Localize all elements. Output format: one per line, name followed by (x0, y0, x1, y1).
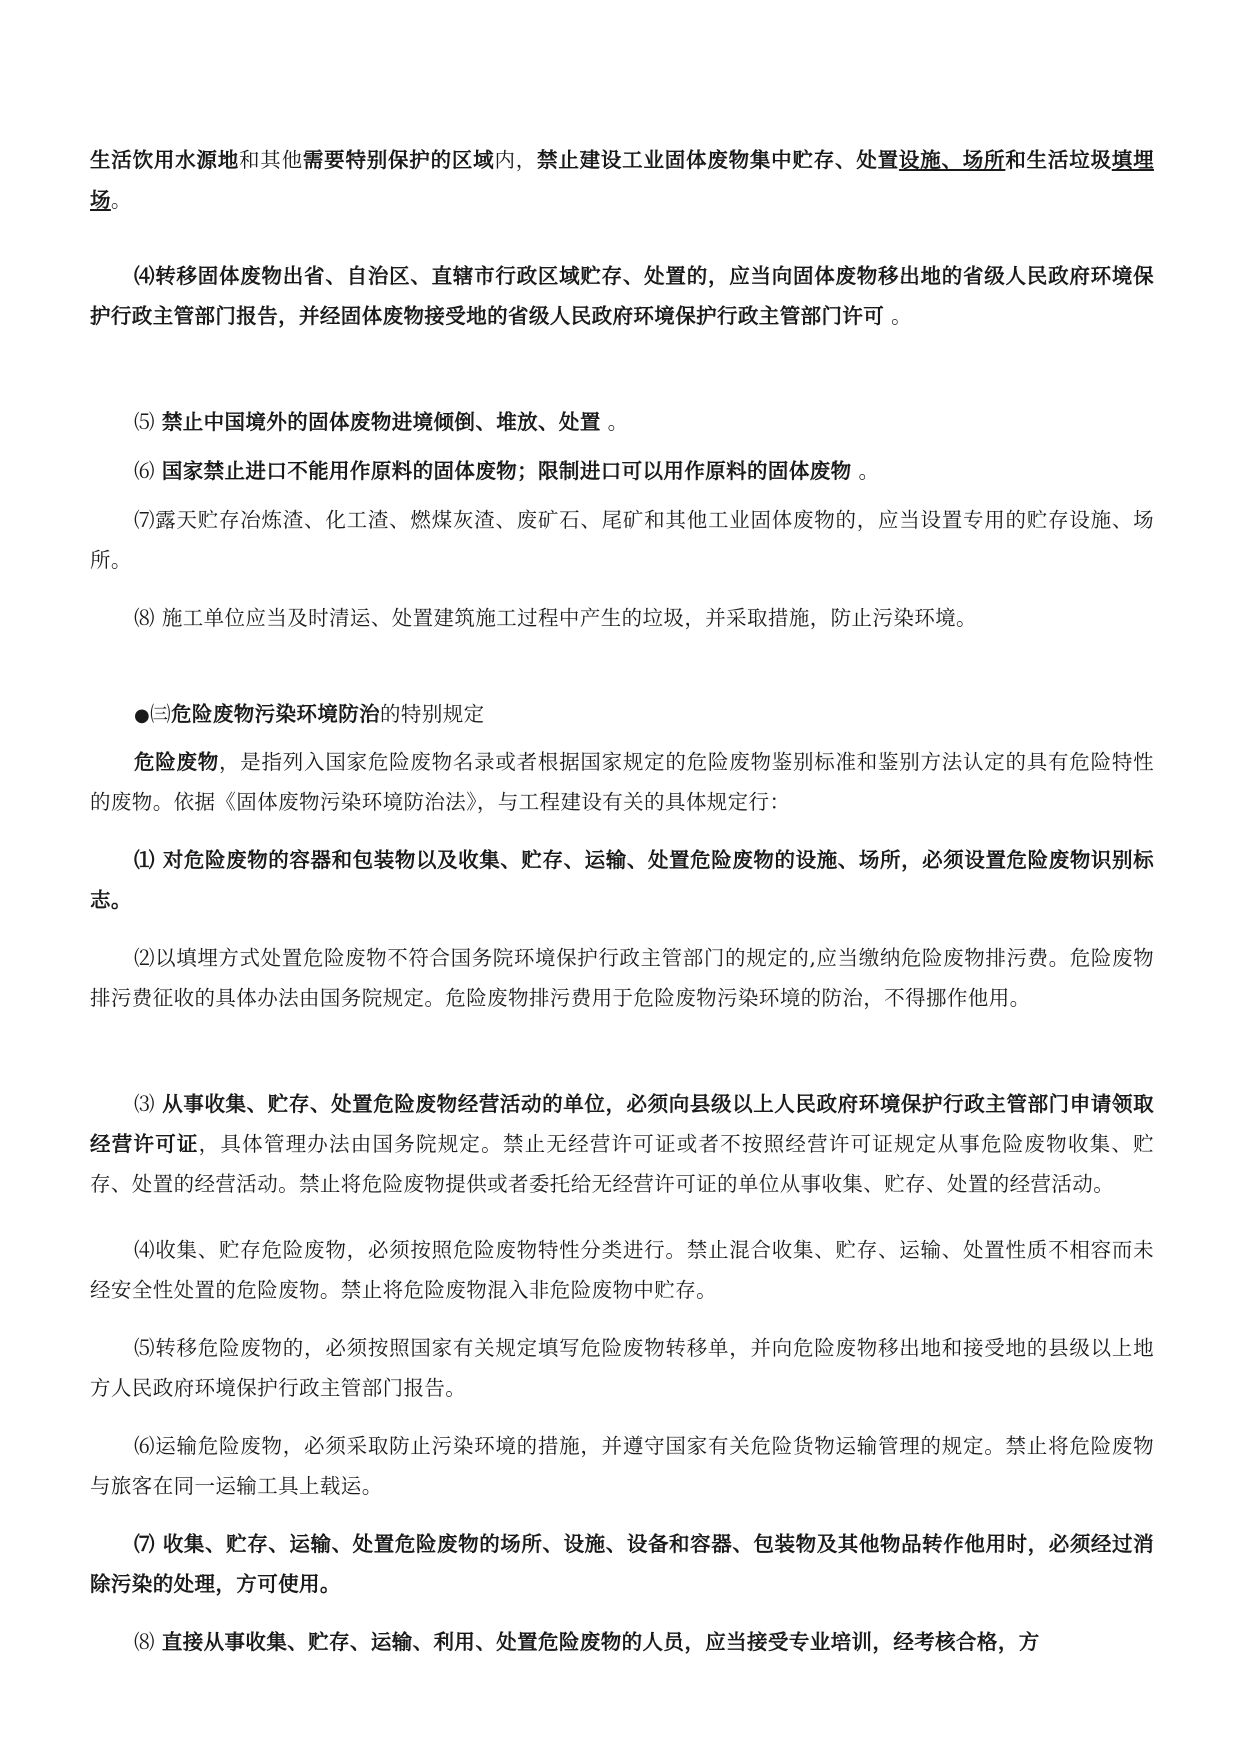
text-garbage: 垃圾 (1069, 148, 1112, 172)
section-number: ㈢ (150, 702, 172, 726)
item-number: ⑻ (134, 1630, 162, 1654)
paragraph-hw-item-7: ⑺ 收集、贮存、运输、处置危险废物的场所、设施、设备和容器、包装物及其他物品转作他用时，必须经过消除污染的处理，方可使用。 (90, 1532, 1154, 1596)
item-number: ⑹ (134, 459, 162, 483)
paragraph-protected-areas (90, 140, 1154, 220)
term-hazardous-waste: 危险废物 (134, 750, 220, 774)
paragraph-definition (90, 742, 1154, 822)
text-definition: ，是指列入国家危险废物名录或者根据国家规定的危险废物鉴别标准和鉴别方法认定的具有危险特性的废物。依据《固体废物污染环境防治法》，与工程建设有关的具体规定行： (90, 750, 1154, 814)
paragraph-item-6 (90, 451, 1154, 491)
text-water-source: 生活饮用水源地 (90, 148, 240, 172)
paragraph-item-4-transfer (90, 256, 1154, 336)
item-number: ⑶ (134, 1092, 163, 1116)
heading-special-rules: 的特别规定 (380, 702, 485, 726)
text-transfer-rule: ⑷转移固体废物出省、自治区、直辖市行政区域贮存、处置的，应当向固体废物移出地的省级人民政府环境保护行政主管部门报告，并经固体废物接受地的省级人民政府环境保护行政主管部门许可 (90, 264, 1154, 328)
text-landfill: 填埋场 (90, 148, 1154, 212)
heading-hazardous-waste: 危险废物污染环境防治 (171, 702, 381, 726)
text-facilities-sites: 设施、场所 (898, 148, 1006, 172)
item-number: ⑸ (134, 410, 162, 434)
text-special-protection: 需要特别保护的区域 (302, 148, 495, 172)
text-and-domestic: 和生活 (1005, 148, 1070, 172)
paragraph-item-5 (90, 402, 1154, 442)
text-ban-foreign-waste: 禁止中国境外的固体废物进境倾倒、堆放、处置 (161, 410, 601, 434)
paragraph-item-7: ⑺露天贮存冶炼渣、化工渣、燃煤灰渣、废矿石、尾矿和其他工业固体废物的，应当设置专用的贮存设施、场所。 (90, 508, 1154, 572)
section-heading (90, 694, 1154, 736)
paragraph-hw-item-1: ⑴ 对危险废物的容器和包装物以及收集、贮存、运输、处置危险废物的设施、场所，必须设置危险废物识别标志。 (90, 848, 1154, 912)
text-prohibit-build: 禁止建设工业固体废物集中贮存、处置 (537, 148, 899, 172)
text-and-other: 和其他 (239, 148, 303, 172)
text-license-rule: 从事收集、贮存、处置危险废物经营活动的单位，必须向县级以上人民政府环境保护行政主管部门申请领取经营许可证 (90, 1092, 1154, 1156)
paragraph-hw-item-8 (90, 1622, 1154, 1662)
paragraph-hw-item-2: ⑵以填埋方式处置危险废物不符合国务院环境保护行政主管部门的规定的,应当缴纳危险废物排污费。危险废物排污费征收的具体办法由国务院规定。危险废物排污费用于危险废物污染环境的防治，不得挪作他用。 (90, 946, 1154, 1010)
text-period: 。 (600, 410, 629, 434)
text-within: 内， (494, 148, 538, 172)
bullet-icon: ● (134, 705, 151, 726)
text-personnel-training: 直接从事收集、贮存、运输、利用、处置危险废物的人员，应当接受专业培训，经考核合格，方 (161, 1630, 1040, 1654)
paragraph-hw-item-6: ⑹运输危险废物，必须采取防止污染环境的措施，并遵守国家有关危险货物运输管理的规定。禁止将危险废物与旅客在同一运输工具上载运。 (90, 1434, 1154, 1498)
text-period: 。 (110, 188, 132, 212)
text-period: 。 (884, 304, 913, 328)
paragraph-hw-item-5: ⑸转移危险废物的，必须按照国家有关规定填写危险废物转移单，并向危险废物移出地和接受地的县级以上地方人民政府环境保护行政主管部门报告。 (90, 1336, 1154, 1400)
text-import-rule: 国家禁止进口不能用作原料的固体废物；限制进口可以用作原料的固体废物 (161, 459, 852, 483)
paragraph-item-8: ⑻ 施工单位应当及时清运、处置建筑施工过程中产生的垃圾，并采取措施，防止污染环境。 (134, 606, 977, 630)
paragraph-hw-item-4: ⑷收集、贮存危险废物，必须按照危险废物特性分类进行。禁止混合收集、贮存、运输、处置性质不相容而未经安全性处置的危险废物。禁止将危险废物混入非危险废物中贮存。 (90, 1238, 1154, 1302)
text-period: 。 (851, 459, 880, 483)
text-license-detail: ，具体管理办法由国务院规定。禁止无经营许可证或者不按照经营许可证规定从事危险废物收集、贮存、处置的经营活动。禁止将危险废物提供或者委托给无经营许可证的单位从事收集、贮存、处置的经营活动。 (90, 1132, 1154, 1196)
paragraph-hw-item-3 (90, 1084, 1154, 1204)
